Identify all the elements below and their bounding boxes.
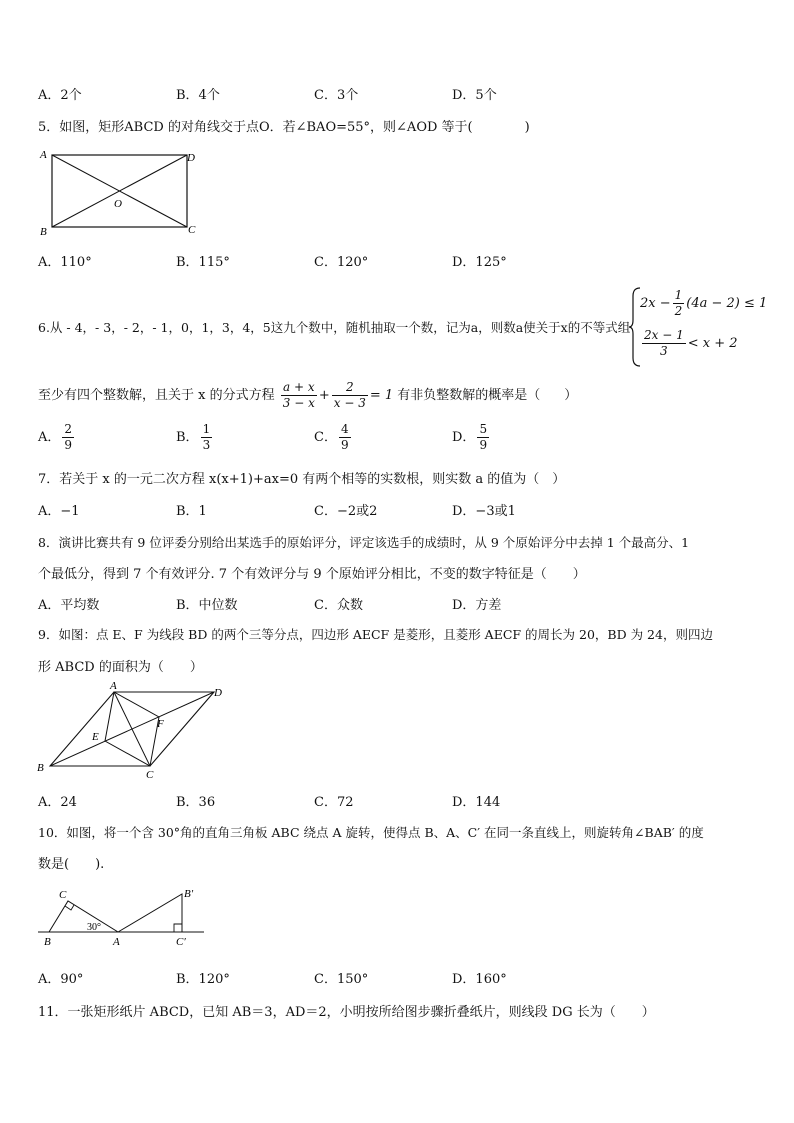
q6-eq-frac-1 <box>281 380 317 411</box>
q9-label-f: F <box>157 718 164 730</box>
q6-option-a-num: 2 <box>64 422 73 436</box>
q5-label-c: C <box>188 224 196 236</box>
q10-label-c: C <box>59 889 67 901</box>
q5-label-a: A <box>40 149 47 161</box>
q6-option-b-den: 3 <box>202 438 211 452</box>
q6-eq-frac2-den: x − 3 <box>333 396 366 410</box>
q6-ineq2-frac <box>642 328 686 359</box>
q10-angle-label: 30° <box>87 922 101 933</box>
q10-triangle-figure <box>34 884 214 950</box>
q6-eq-frac2-num: 2 <box>332 380 368 396</box>
q5-label-o: O <box>114 198 122 210</box>
q8-stem-line1: 8．演讲比赛共有 9 位评委分别给出某选手的原始评分，评定该选手的成绩时，从 9 个原始评分中去掉 1 个最高分、1 <box>38 535 690 550</box>
q6-option-c <box>314 422 353 453</box>
q9-label-c: C <box>146 769 154 780</box>
diagonal-ac <box>114 692 150 766</box>
q5-option-d: D．125° <box>452 255 507 270</box>
q6-inequality-2 <box>640 328 738 359</box>
q5-stem-text: 5．如图，矩形ABCD 的对角线交于点O．若∠BAO=55°，则∠AOD 等于( <box>38 120 473 135</box>
q6-option-c-den: 9 <box>340 438 349 452</box>
q4-option-d: D．5个 <box>452 88 497 103</box>
q6-option-d-frac <box>477 422 489 453</box>
q5-stem <box>38 116 530 135</box>
q10-label-c-prime: C′ <box>176 936 186 948</box>
q4-option-b: B．4个 <box>176 88 220 103</box>
q9-label-b: B <box>37 762 44 774</box>
triangle-ab-prime-c-prime <box>118 894 182 932</box>
q8-option-b: B．中位数 <box>176 598 238 613</box>
q8-option-d: D．方差 <box>452 598 502 613</box>
q10-stem-line2: 数是( ). <box>38 857 105 872</box>
q8-option-c: C．众数 <box>314 598 363 613</box>
q5-paren-close: ) <box>524 120 530 135</box>
right-angle-mark-c <box>65 905 74 910</box>
q9-option-b: B．36 <box>176 795 216 810</box>
q9-label-d: D <box>214 687 222 699</box>
q5-rectangle-figure <box>36 145 206 237</box>
q9-stem-line1: 9．如图：点 E、F 为线段 BD 的两个三等分点，四边形 AECF 是菱形，且菱形 AECF 的周长为 20，BD 为 24，则四边 <box>38 627 713 642</box>
q7-stem: 7．若关于 x 的一元二次方程 x(x+1)+ax=0 有两个相等的实数根，则实数 a 的值为（ ） <box>38 472 566 487</box>
q9-label-e: E <box>92 731 99 743</box>
q6-option-a-frac <box>62 422 74 453</box>
q6-option-d-den: 9 <box>479 438 488 452</box>
q6-ineq2-post: < x + 2 <box>687 336 738 351</box>
q6-option-a-letter: A． <box>38 430 61 445</box>
q9-option-c: C．72 <box>314 795 354 810</box>
q6-stem-c: 有非负整数解的概率是（ <box>397 388 541 403</box>
q7-option-b: B．1 <box>176 504 207 519</box>
q9-option-a: A．24 <box>38 795 77 810</box>
q6-option-a-den: 9 <box>64 438 73 452</box>
q6-option-c-num: 4 <box>340 422 349 436</box>
q6-eq-frac1-den: 3 − x <box>282 396 315 410</box>
q6-ineq1-post: (4a − 2) ≤ 1 <box>686 296 768 311</box>
q6-option-b-num: 1 <box>202 422 211 436</box>
q5-option-c: C．120° <box>314 255 369 270</box>
q10-option-b: B．120° <box>176 972 230 987</box>
q6-option-d <box>452 422 491 453</box>
q7-option-d: D．−3或1 <box>452 504 516 519</box>
q6-eq-frac1-num: a + x <box>281 380 317 396</box>
q11-stem: 11．一张矩形纸片 ABCD，已知 AB＝3，AD＝2，小明按所给图步骤折叠纸片，则线段 DG 长为（ ） <box>38 1005 655 1020</box>
q7-option-c: C．−2或2 <box>314 504 378 519</box>
q7-option-a: A．−1 <box>38 504 80 519</box>
q4-option-a: A．2个 <box>38 88 82 103</box>
q6-option-c-frac <box>339 422 351 453</box>
q6-eq-frac-2 <box>332 380 368 411</box>
q6-ineq1-frac-den: 2 <box>674 304 683 318</box>
q10-stem-line1: 10．如图，将一个含 30°角的直角三角板 ABC 绕点 A 旋转，使得点 B、A、C′ 在同一条直线上，则旋转角∠BAB′ 的度 <box>38 825 704 840</box>
q6-option-b <box>176 422 214 453</box>
q4-option-c: C．3个 <box>314 88 359 103</box>
right-angle-mark-c-prime <box>174 924 182 932</box>
q6-option-c-letter: C． <box>314 430 337 445</box>
q9-stem-line2: 形 ABCD 的面积为（ ） <box>38 660 203 675</box>
q10-option-d: D．160° <box>452 972 507 987</box>
q5-option-b: B．115° <box>176 255 230 270</box>
q5-label-d: D <box>187 152 195 164</box>
q6-ineq2-frac-num: 2x − 1 <box>644 328 684 342</box>
q10-label-b-prime: B′ <box>184 888 194 900</box>
q6-option-a <box>38 422 76 453</box>
q10-label-b: B <box>44 936 51 948</box>
q8-option-a: A．平均数 <box>38 598 100 613</box>
q6-option-d-letter: D． <box>452 430 476 445</box>
q9-label-a: A <box>110 680 117 692</box>
q6-paren-close: ） <box>564 388 578 403</box>
q9-option-d: D．144 <box>452 795 501 810</box>
q6-ineq1-pre: 2x − <box>640 296 671 311</box>
q10-option-a: A．90° <box>38 972 84 987</box>
q5-label-b: B <box>40 226 47 237</box>
q6-ineq1-frac <box>673 288 685 319</box>
q6-stem-b-line <box>38 380 577 411</box>
q8-stem-line2: 个最低分，得到 7 个有效评分. 7 个有效评分与 9 个原始评分相比，不变的数字特征是（ ） <box>38 567 586 582</box>
triangle-abc <box>49 901 118 932</box>
q5-option-a: A．110° <box>38 255 92 270</box>
q9-parallelogram-figure <box>34 680 234 780</box>
q6-stem-a: 6.从 - 4，- 3，- 2，- 1，0，1，3，4，5这九个数中，随机抽取一个数，记为a，则数a使关于x的不等式组 <box>38 320 631 335</box>
q6-option-b-letter: B． <box>176 430 199 445</box>
q6-option-d-num: 5 <box>479 422 488 436</box>
q6-stem-b: 至少有四个整数解，且关于 x 的分式方程 <box>38 388 275 403</box>
q10-label-a: A <box>113 936 120 948</box>
q6-eq-plus: + <box>318 388 330 403</box>
q6-option-b-frac <box>201 422 213 453</box>
q6-ineq2-frac-den: 3 <box>660 344 668 358</box>
q10-option-c: C．150° <box>314 972 369 987</box>
q6-inequality-1 <box>640 288 767 319</box>
q6-ineq1-frac-num: 1 <box>674 288 683 302</box>
q6-eq-rhs: = 1 <box>369 388 394 403</box>
